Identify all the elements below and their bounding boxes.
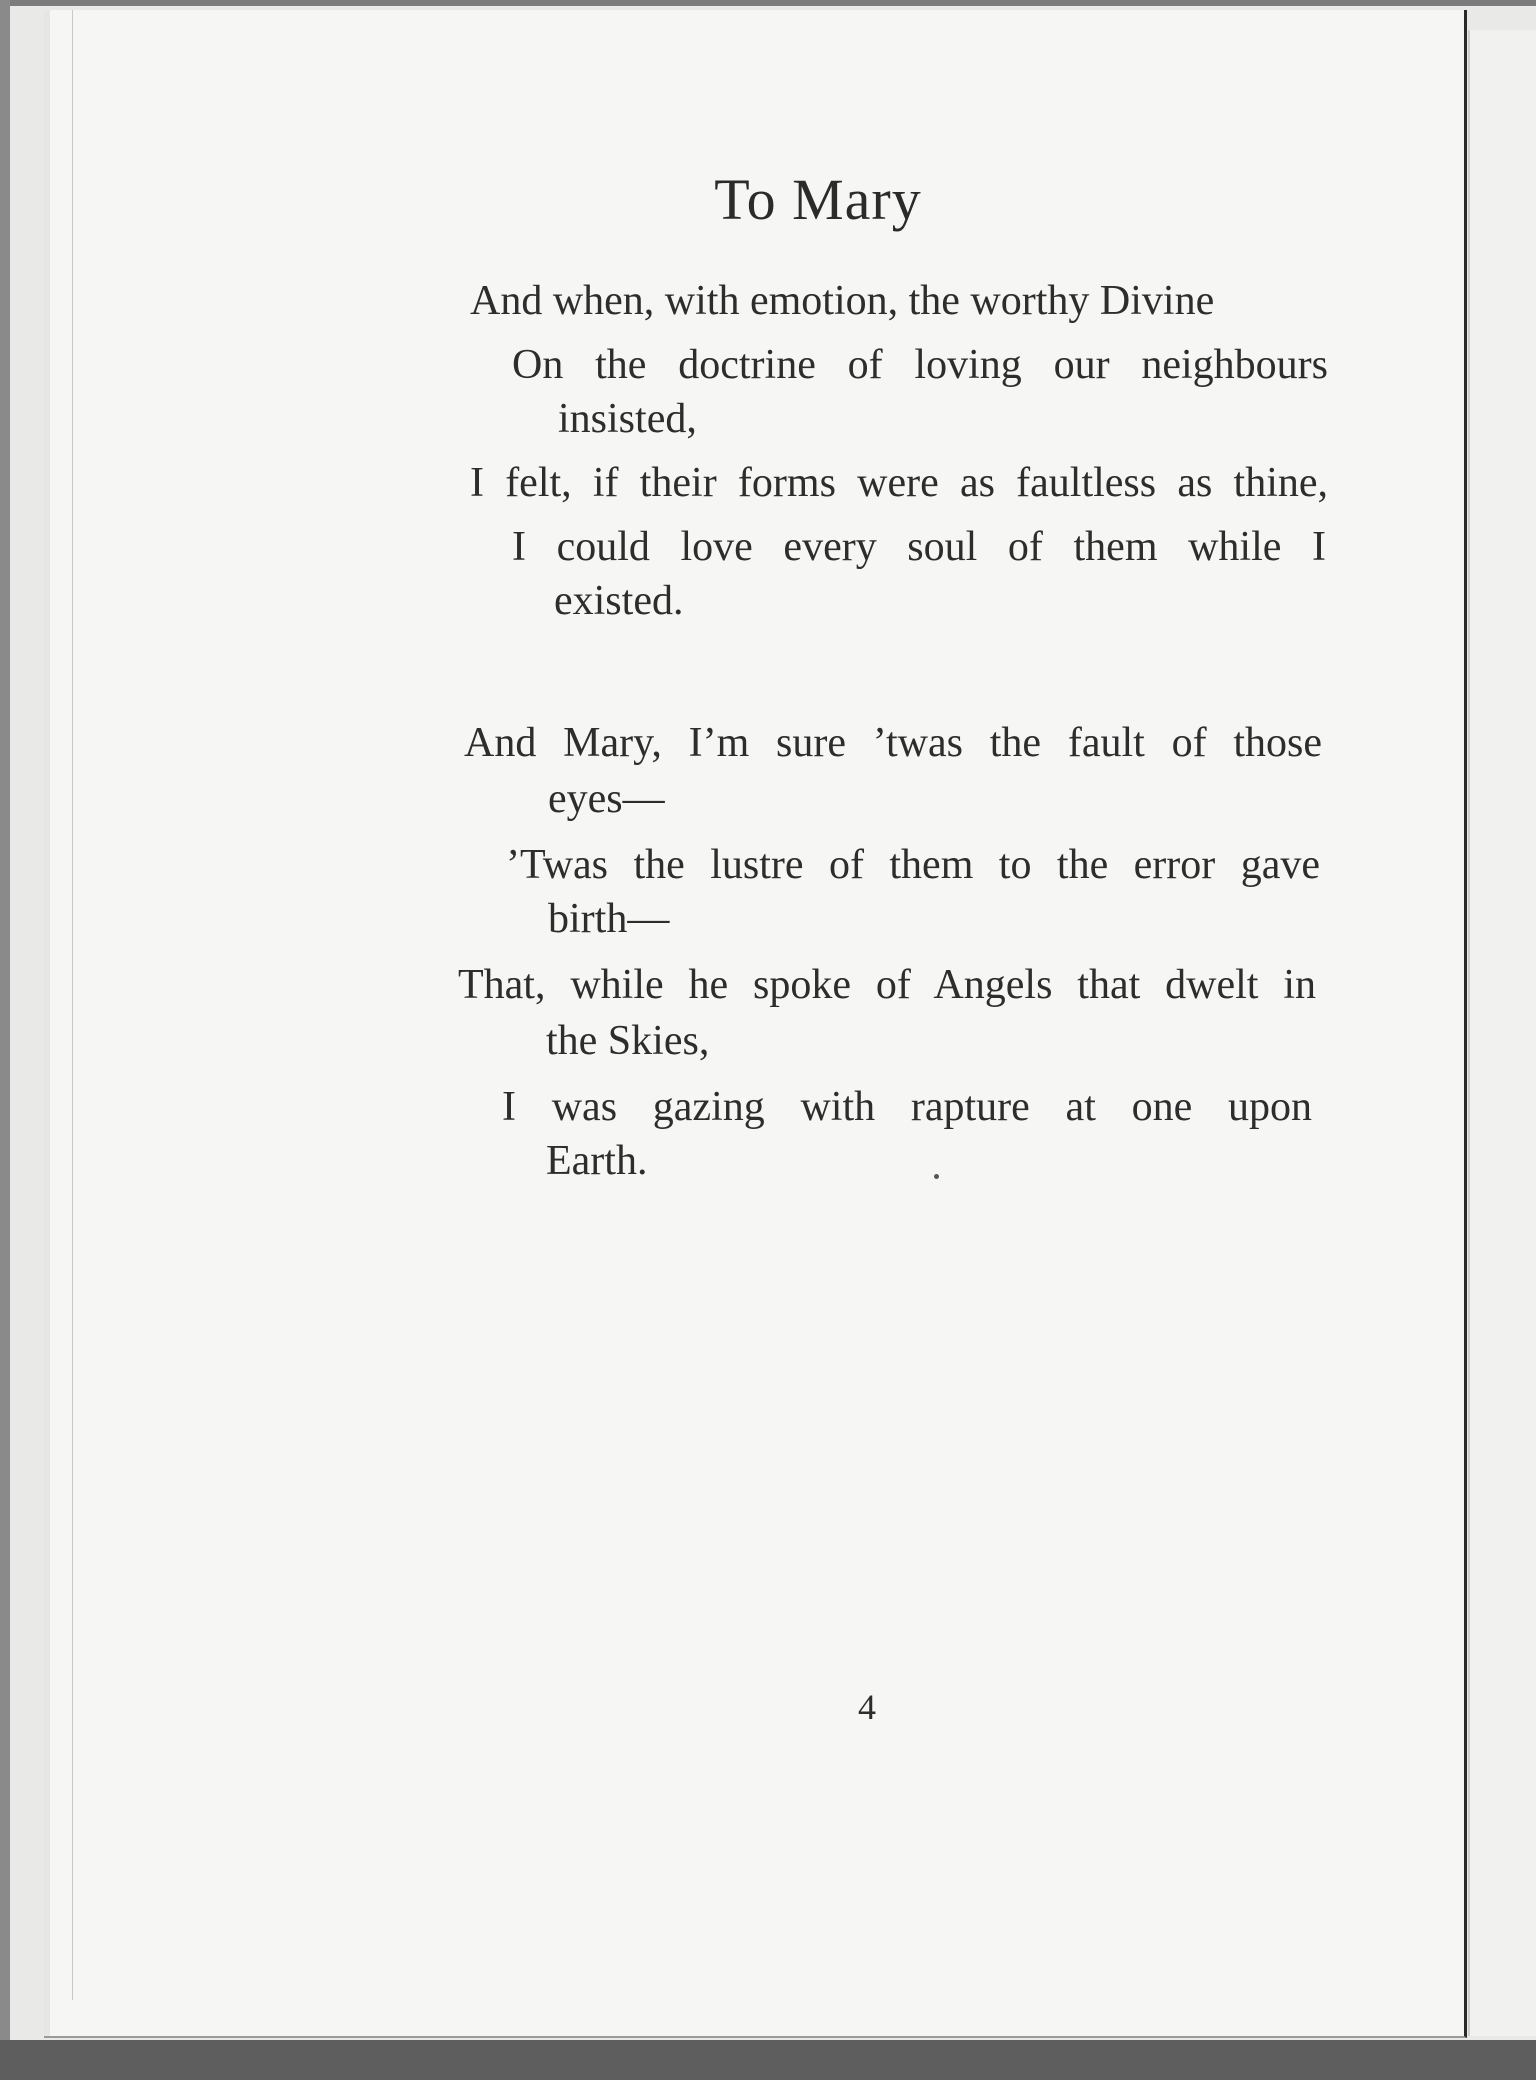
stanza-2-line-1: And Mary, I’m sure ’twas the fault of those bbox=[464, 720, 1322, 766]
page-number: 4 bbox=[858, 1687, 876, 1727]
stanza-2-line-1-continued: eyes— bbox=[548, 776, 665, 822]
stanza-1-line-4: I could love every soul of them while I bbox=[512, 524, 1326, 570]
stanza-2-line-3-continued: the Skies, bbox=[546, 1018, 710, 1064]
stanza-2-line-2-continued: birth— bbox=[548, 896, 670, 942]
stanza-1-line-1: And when, with emotion, the worthy Divine bbox=[470, 278, 1215, 324]
stanza-2-line-4-continued: Earth. bbox=[546, 1138, 648, 1184]
poem-title: To Mary bbox=[714, 167, 922, 232]
stanza-1-line-2: On the doctrine of loving our neighbours bbox=[512, 342, 1328, 388]
stanza-1-line-2-continued: insisted, bbox=[558, 396, 697, 442]
stanza-1-line-4-continued: existed. bbox=[554, 578, 684, 624]
stanza-1-line-3: I felt, if their forms were as faultless as thine, bbox=[470, 460, 1328, 506]
stanza-2-line-3: That, while he spoke of Angels that dwelt in bbox=[458, 962, 1316, 1008]
ink-speck bbox=[934, 1174, 939, 1179]
stanza-2-line-4: I was gazing with rapture at one upon bbox=[502, 1084, 1312, 1130]
stanza-2-line-2: ’Twas the lustre of them to the error gave bbox=[506, 842, 1320, 888]
